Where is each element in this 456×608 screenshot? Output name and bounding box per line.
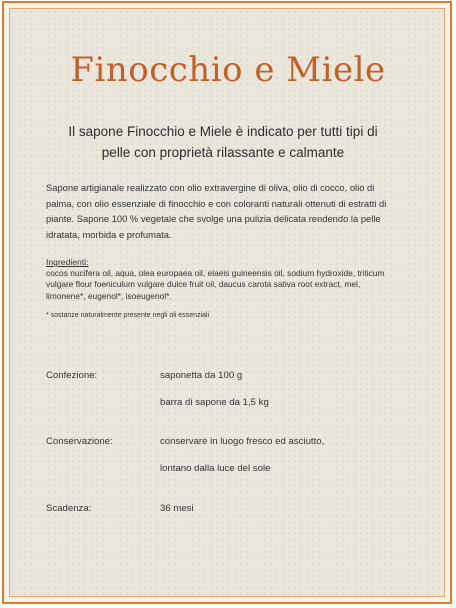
ingredients-heading: Ingredienti: <box>46 257 89 267</box>
description-paragraph: Sapone artigianale realizzato con olio extravergine di oliva, olio di cocco, olio di palma, con olio essenziale di finocchio e con coloranti naturali ottenuti di estratti di piante. Sapone 100 % vegetale che svolge una pulizia delicata rendendo la pelle idratata, morbida e profumata. <box>46 182 387 240</box>
expiry-label: Scadenza: <box>46 503 92 514</box>
packaging-label: Confezione: <box>46 370 98 381</box>
storage-label: Conservazione: <box>46 436 113 447</box>
page-title: Finocchio e Miele <box>70 50 386 90</box>
storage-value-1: conservare in luogo fresco ed asciutto, <box>160 436 325 447</box>
ingredients-list: cocos nucifera oil, aqua, olea europaea oil, elaeis guineensis oil, sodium hydroxide, triticum vulgare flour foeniculum vulgare dulce fruit oil, daucus carota sativa root extract, mel, limonene*, eugenol*, isoeugenol*. <box>46 268 385 301</box>
footnote: * sostanze naturalmente presente negli oli essenziali <box>46 312 210 319</box>
packaging-value-1: saponetta da 100 g <box>160 370 243 381</box>
expiry-value: 36 mesi <box>160 503 194 514</box>
storage-value-2: lontano dalla luce del sole <box>160 463 271 474</box>
packaging-value-2: barra di sapone da 1,5 kg <box>160 397 269 408</box>
subtitle: Il sapone Finocchio e Miele è indicato per tutti tipi di pelle con proprietà rilassante e calmante <box>68 124 378 160</box>
